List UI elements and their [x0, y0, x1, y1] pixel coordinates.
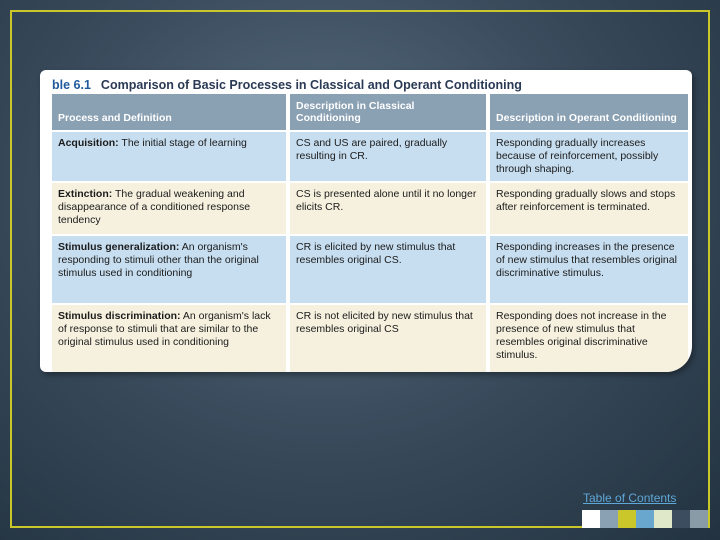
- table-row: [52, 304, 688, 372]
- color-swatch: [654, 510, 672, 528]
- process-definition: An organism's lack of response to stimuli that are similar to the original stimulus used in conditioning: [58, 310, 271, 348]
- color-swatch: [600, 510, 618, 528]
- process-definition: An organism's responding to stimuli other than the original stimulus used in conditioning: [58, 241, 259, 279]
- header-operant: Description in Operant Conditioning: [488, 94, 688, 131]
- color-swatch: [672, 510, 690, 528]
- color-swatch: [636, 510, 654, 528]
- comparison-table: [52, 94, 688, 372]
- process-cell: [52, 182, 288, 235]
- operant-cell: Responding does not increase in the presence of new stimulus that resembles original discriminative stimulus.: [488, 304, 688, 372]
- classical-cell: CS and US are paired, gradually resulting in CR.: [288, 131, 488, 182]
- color-swatch: [690, 510, 708, 528]
- process-term: Extinction:: [58, 188, 113, 200]
- table-row: [52, 182, 688, 235]
- operant-cell: Responding increases in the presence of new stimulus that resembles original discriminative stimulus.: [488, 235, 688, 304]
- process-term: Stimulus generalization:: [58, 241, 180, 253]
- classical-cell: CS is presented alone until it no longer elicits CR.: [288, 182, 488, 235]
- header-classical: Description in Classical Conditioning: [288, 94, 488, 131]
- table-card: [40, 70, 692, 372]
- process-definition: The initial stage of learning: [118, 137, 247, 149]
- table-number: ble 6.1: [52, 78, 91, 92]
- classical-cell: CR is elicited by new stimulus that resembles original CS.: [288, 235, 488, 304]
- process-definition: The gradual weakening and disappearance of a conditioned response tendency: [58, 188, 251, 226]
- header-process: Process and Definition: [52, 94, 288, 131]
- operant-cell: Responding gradually slows and stops after reinforcement is terminated.: [488, 182, 688, 235]
- color-swatch: [582, 510, 600, 528]
- table-of-contents-link[interactable]: Table of Contents: [583, 491, 677, 505]
- color-swatch: [618, 510, 636, 528]
- table-title-text: Comparison of Basic Processes in Classical and Operant Conditioning: [100, 78, 522, 92]
- table-header-row: [52, 94, 688, 131]
- classical-cell: CR is not elicited by new stimulus that resembles original CS: [288, 304, 488, 372]
- operant-cell: Responding gradually increases because of reinforcement, possibly through shaping.: [488, 131, 688, 182]
- table-row: [52, 235, 688, 304]
- process-cell: [52, 131, 288, 182]
- table-row: [52, 131, 688, 182]
- process-term: Acquisition:: [58, 137, 119, 149]
- color-swatch-bar: [582, 510, 708, 528]
- process-cell: [52, 235, 288, 304]
- process-cell: [52, 304, 288, 372]
- table-title: [52, 78, 522, 92]
- process-term: Stimulus discrimination:: [58, 310, 181, 322]
